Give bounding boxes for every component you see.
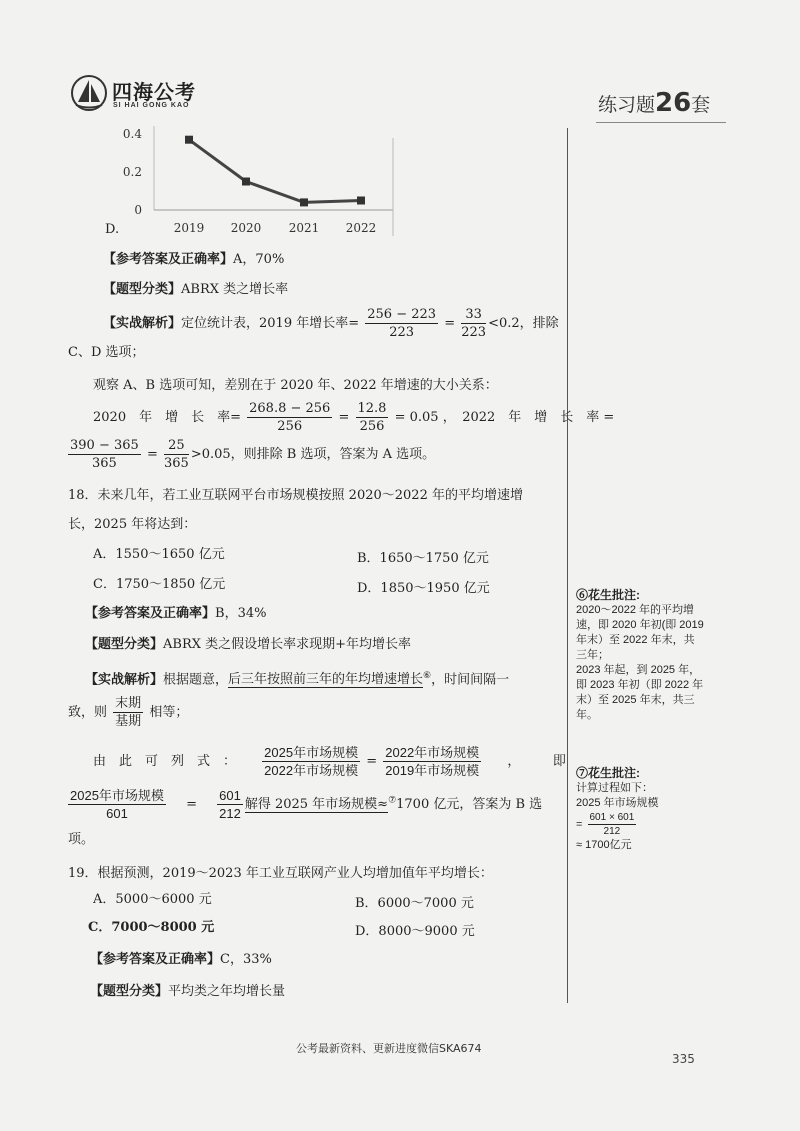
- q17-analysis-c: C、D 选项；: [68, 345, 145, 360]
- set-suffix: 套: [691, 94, 711, 116]
- q18-ratio-den: 基期: [115, 714, 142, 729]
- q18-option-a: A．1550～1650 亿元: [93, 547, 225, 562]
- option-d-label: D.: [105, 222, 120, 237]
- q17-analysis-label: 【实战解析】: [103, 316, 182, 331]
- q17-frac1: [365, 306, 438, 341]
- q18-option-d: D．1850～1950 亿元: [357, 581, 490, 596]
- q17-frac1-num: 256 − 223: [367, 307, 437, 322]
- header-rule: [596, 122, 726, 123]
- q18-frac-b-num: 2022年市场规模: [385, 745, 480, 760]
- note-6-line: 末）至 2025 年末，共三: [576, 694, 695, 706]
- note-6-line: 年。: [576, 709, 598, 721]
- q17-frac6-den: 365: [163, 456, 189, 471]
- q18-analysis-b: ，时间间隔一: [431, 672, 510, 688]
- q17-analysis-b: <0.2，排除: [488, 316, 559, 331]
- q18-solve-underline: 解得 2025 年市场规模≈: [244, 797, 389, 812]
- q17-analysis: [103, 306, 559, 341]
- q17-answer-label: 【参考答案及正确率】: [103, 252, 234, 267]
- q18-equation-1: [93, 744, 566, 779]
- q17-frac3: [247, 400, 332, 435]
- note-7-title: ⑦花生批注:: [576, 766, 640, 780]
- q17-frac2: [461, 306, 486, 341]
- note-6-line: 三年；: [576, 649, 609, 661]
- q17-r2020-label: 2020 年 增 长 率=: [93, 410, 241, 425]
- q17-frac5-den: 365: [91, 456, 117, 471]
- note-6-line: 年末）至 2022 年末，共: [576, 634, 695, 646]
- q17-r2022: [66, 437, 435, 472]
- y-tick-label: 0: [134, 203, 142, 217]
- q17-frac4-num: 12.8: [357, 401, 387, 416]
- note-6-line: 2023 年起，到 2025 年，: [576, 664, 701, 676]
- q18-frac-a-num: 2025年市场规模: [264, 745, 359, 760]
- data-point: [242, 178, 250, 186]
- page-number: 335: [672, 1052, 695, 1066]
- set-number: 26: [655, 88, 692, 118]
- q18-option-b: B．1650～1750 亿元: [357, 551, 489, 566]
- q18-option-c: C．1750～1850 亿元: [93, 577, 226, 592]
- note-7-formula: [576, 811, 736, 838]
- note-6-line: 速，即 2020 年初(即 2019: [576, 619, 704, 631]
- q18-ratio: [113, 695, 143, 730]
- q19-type-label: 【题型分类】: [90, 984, 169, 999]
- set-title: [598, 88, 710, 118]
- q18-solve-end: 项。: [68, 832, 95, 847]
- q18-frac-a: [262, 744, 360, 779]
- note-7-frac-den: 212: [603, 826, 621, 837]
- x-tick-label: 2022: [345, 221, 377, 235]
- q19-answer-value: C，33%: [220, 952, 272, 967]
- q18-analysis: [85, 666, 509, 690]
- q19-option-d: D．8000～9000 元: [355, 924, 475, 939]
- q17-eq1: =: [444, 316, 456, 331]
- note-7-line: 计算过程如下：: [576, 782, 653, 794]
- footer-text: 公考最新资料、更新进度微信SKA674: [296, 1042, 482, 1055]
- q18-analysis-c: 致，则: [68, 705, 108, 720]
- sail-logo-icon: [70, 74, 108, 112]
- data-point: [357, 197, 365, 205]
- q17-analysis-a: 定位统计表，2019 年增长率=: [181, 316, 360, 331]
- margin-rule: [567, 128, 568, 1003]
- q17-r2020-tail: = 0.05 ， 2022 年 增 长 率 =: [394, 410, 615, 425]
- q18-type: [85, 635, 411, 655]
- q18-equation-2: [66, 787, 542, 822]
- q17-answer-value: A，70%: [233, 252, 285, 267]
- note-7-eq: =: [576, 818, 583, 831]
- q18-frac-a-den: 2022年市场规模: [264, 763, 359, 778]
- logo-cn: 四海公考: [112, 82, 196, 104]
- q18-answer-label: 【参考答案及正确率】: [85, 606, 216, 621]
- q18-analysis-d: 相等；: [149, 705, 189, 720]
- q17-frac4: [356, 400, 389, 435]
- logo: [70, 72, 200, 116]
- note-7-frac-num: 601 × 601: [589, 812, 635, 823]
- q18-ratio-num: 末期: [115, 696, 142, 711]
- q18-stem-2: 长，2025 年将达到：: [68, 517, 197, 532]
- data-point: [300, 198, 308, 206]
- q19-answer: [90, 950, 272, 970]
- q18-ji: ， 即: [507, 754, 566, 769]
- q18-eq2: =: [186, 797, 197, 812]
- q17-frac2-num: 33: [461, 306, 486, 324]
- q17-frac6-num: 25: [164, 437, 189, 455]
- note-6-line: 即 2023 年初（即 2022 年: [576, 679, 704, 691]
- note-7-line: 2025 年市场规模: [576, 797, 659, 809]
- q18-frac-b: [383, 744, 481, 779]
- q19-option-c: C．7000～8000 元: [88, 920, 215, 935]
- q17-conclusion: >0.05，则排除 B 选项，答案为 A 选项。: [190, 447, 436, 462]
- line-chart: [118, 118, 418, 243]
- series-line: [189, 140, 361, 203]
- q19-stem: 19．根据预测，2019～2023 年工业互联网产业人均增加值年平均增长：: [68, 866, 493, 881]
- q18-list-label: 由 此 可 列 式 ：: [93, 754, 237, 769]
- note-7-frac: [588, 811, 637, 838]
- q18-frac-b-den: 2019年市场规模: [385, 763, 480, 778]
- q18-type-value: ABRX 类之假设增长率求现期+年均增长率: [163, 637, 412, 652]
- q18-type-label: 【题型分类】: [85, 637, 164, 652]
- q19-type-value: 平均类之年均增长量: [168, 984, 286, 999]
- q18-frac-c-den: 601: [106, 806, 128, 821]
- q17-frac4-den: 256: [359, 419, 385, 434]
- q17-eq3: =: [146, 447, 158, 462]
- q17-frac1-den: 223: [389, 325, 415, 340]
- note-7-line: ≈ 1700亿元: [576, 839, 632, 851]
- q18-stem-1: 18．未来几年，若工业互联网平台市场规模按照 2020～2022 年的平均增速增: [68, 488, 523, 503]
- q18-analysis-label: 【实战解析】: [85, 672, 164, 688]
- q17-frac6: [164, 437, 189, 472]
- logo-en: SI HAI GONG KAO: [113, 102, 190, 109]
- q17-eq2: =: [338, 410, 350, 425]
- set-prefix: 练习题: [598, 94, 656, 116]
- x-tick-label: 2021: [288, 221, 320, 235]
- note-7: [576, 766, 736, 853]
- q18-solve-tail: 1700 亿元，答案为 B 选: [396, 797, 543, 812]
- q19-type: [90, 982, 285, 1002]
- q18-mark-6: ⑥: [423, 671, 432, 681]
- q17-type-value: ABRX 类之增长率: [181, 282, 289, 297]
- x-tick-label: 2020: [230, 221, 262, 235]
- note-6-line: 2020～2022 年的平均增: [576, 604, 694, 616]
- q18-analysis-a: 根据题意，: [163, 672, 229, 688]
- q18-analysis-line2: [68, 695, 188, 730]
- q17-frac5-num: 390 − 365: [70, 438, 139, 453]
- y-tick-label: 0.2: [122, 165, 142, 179]
- q19-answer-label: 【参考答案及正确率】: [90, 952, 221, 967]
- q17-answer: [103, 250, 284, 270]
- note-6: [576, 588, 736, 723]
- q17-observe: 观察 A、B 选项可知，差别在于 2020 年、2022 年增速的大小关系：: [93, 378, 498, 393]
- q18-frac-d-den: 212: [219, 806, 241, 821]
- data-point: [185, 136, 193, 144]
- q17-frac3-den: 256: [277, 419, 303, 434]
- q18-answer: [85, 604, 266, 624]
- q18-eq1: =: [366, 754, 378, 769]
- q17-frac5: [68, 437, 141, 472]
- q17-type-label: 【题型分类】: [103, 282, 182, 297]
- q17-type: [103, 280, 288, 300]
- q19-option-b: B．6000～7000 元: [355, 896, 474, 911]
- q17-frac3-num: 268.8 − 256: [249, 401, 331, 416]
- q18-frac-c-num: 2025年市场规模: [70, 788, 164, 803]
- q17-r2020: [93, 400, 614, 435]
- q18-frac-d-num: 601: [219, 788, 241, 803]
- q17-frac2-den: 223: [461, 325, 487, 340]
- q18-mark-7: ⑦: [388, 795, 397, 806]
- x-tick-label: 2019: [173, 221, 205, 235]
- q18-analysis-underline: 后三年按照前三年的年均增速增长: [228, 672, 424, 688]
- y-tick-label: 0.4: [122, 127, 142, 141]
- q19-option-a: A．5000～6000 元: [93, 892, 212, 907]
- q18-frac-d: [217, 787, 243, 822]
- q18-answer-value: B，34%: [215, 606, 267, 621]
- note-6-title: ⑥花生批注:: [576, 588, 640, 602]
- q18-frac-c: [68, 787, 166, 822]
